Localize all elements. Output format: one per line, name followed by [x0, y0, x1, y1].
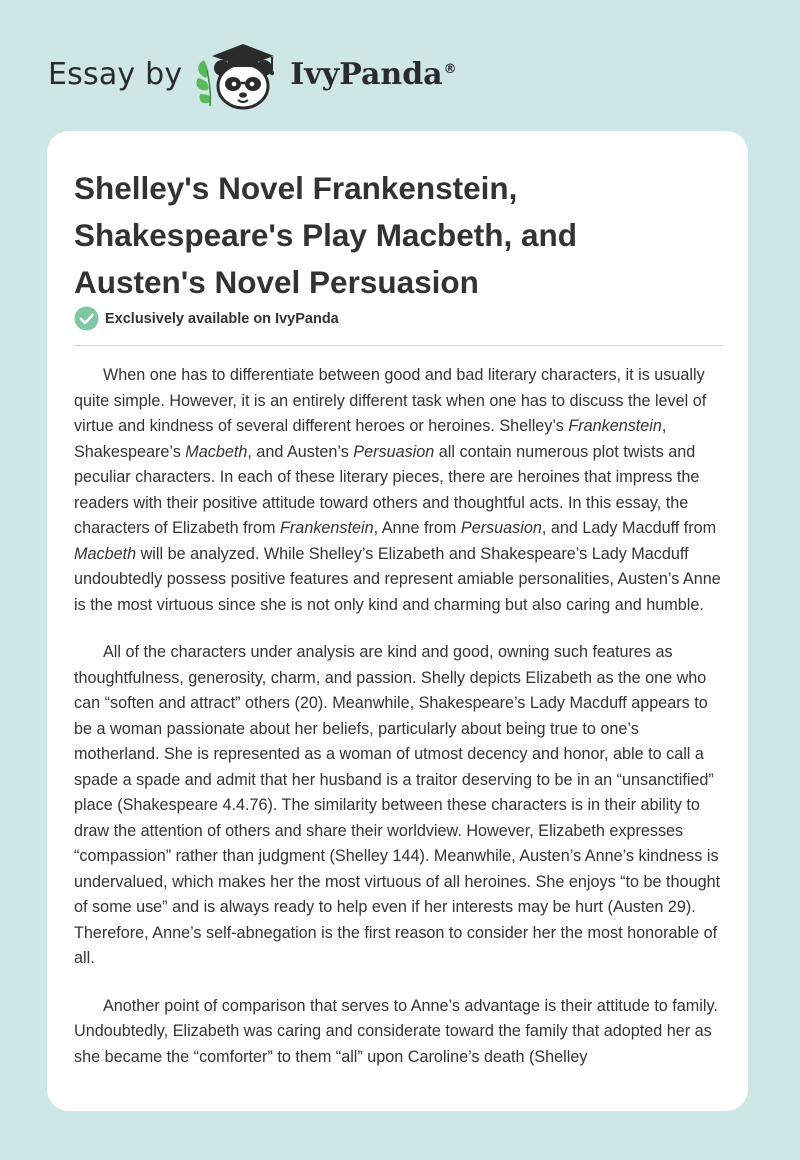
- check-circle-icon: [74, 306, 99, 331]
- paragraph-2: All of the characters under analysis are kind and good, owning such features as thoughtfulness, generosity, charm, and passion. Shelly depicts Elizabeth as the one who can “soften and attract” others (20). Meanwhile, Shakespeare’s Lady Macduff appears to be a woman passionate about her beliefs, particularly about being true to one’s motherland. She is represented as a woman of utmost decency and honor, able to call a spade a spade and admit that her husband is a traitor deserving to be in an “unsanctified” place (Shakespeare 4.4.76). The similarity between these characters is in their ability to draw the attention of others and share their worldview. However, Elizabeth expresses “compassion” rather than judgment (Shelley 144). Meanwhile, Austen’s Anne’s kindness is undervalued, which makes her the most virtuous of all heroines. She enjoys “to be thought of some use” and is always ready to help even if her interests may be hurt (Austen 29). Therefore, Anne’s self-abnegation is the first reason to consider her the most honorable of all.: [74, 643, 721, 967]
- exclusive-text: Exclusively available on IvyPanda: [105, 310, 339, 327]
- essay-body: [74, 363, 726, 1092]
- essay-card: [47, 131, 748, 1111]
- paragraph-3: Another point of comparison that serves to Anne’s advantage is their attitude to family. Undoubtedly, Elizabeth was caring and considerate toward the family that adopted her as she became the “comforter” to them “all” upon Caroline’s death (Shelley: [74, 996, 718, 1066]
- paragraph-1: When one has to differentiate between good and bad literary characters, it is usually quite simple. However, it is an entirely different task when one has to discuss the level of virtue and kindness of several different heroes or heroines. Shelley’s Frankenstein, Shakespeare’s Macbeth, and Austen’s Persuasion all contain numerous plot twists and peculiar characters. In each of these literary pieces, there are heroines that impress the readers with their positive attitude toward others and thoughtful acts. In this essay, the characters of Elizabeth from Frankenstein, Anne from Persuasion, and Lady Macduff from Macbeth will be analyzed. While Shelley’s Elizabeth and Shakespeare’s Lady Macduff undoubtedly possess positive features and represent amiable personalities, Austen’s Anne is the most virtuous since she is not only kind and charming but also caring and humble.: [74, 366, 721, 614]
- site-header: [48, 34, 457, 114]
- essay-title: Shelley's Novel Frankenstein, Shakespeare's Play Macbeth, and Austen's Novel Persuasion: [74, 170, 577, 300]
- divider: [74, 345, 723, 346]
- panda-graduate-logo-icon[interactable]: [194, 34, 284, 114]
- exclusive-badge: [74, 306, 339, 331]
- essay-by-label: Essay by: [48, 56, 183, 92]
- brand-name[interactable]: IvyPanda®: [290, 56, 457, 92]
- registered-mark: ®: [443, 61, 457, 77]
